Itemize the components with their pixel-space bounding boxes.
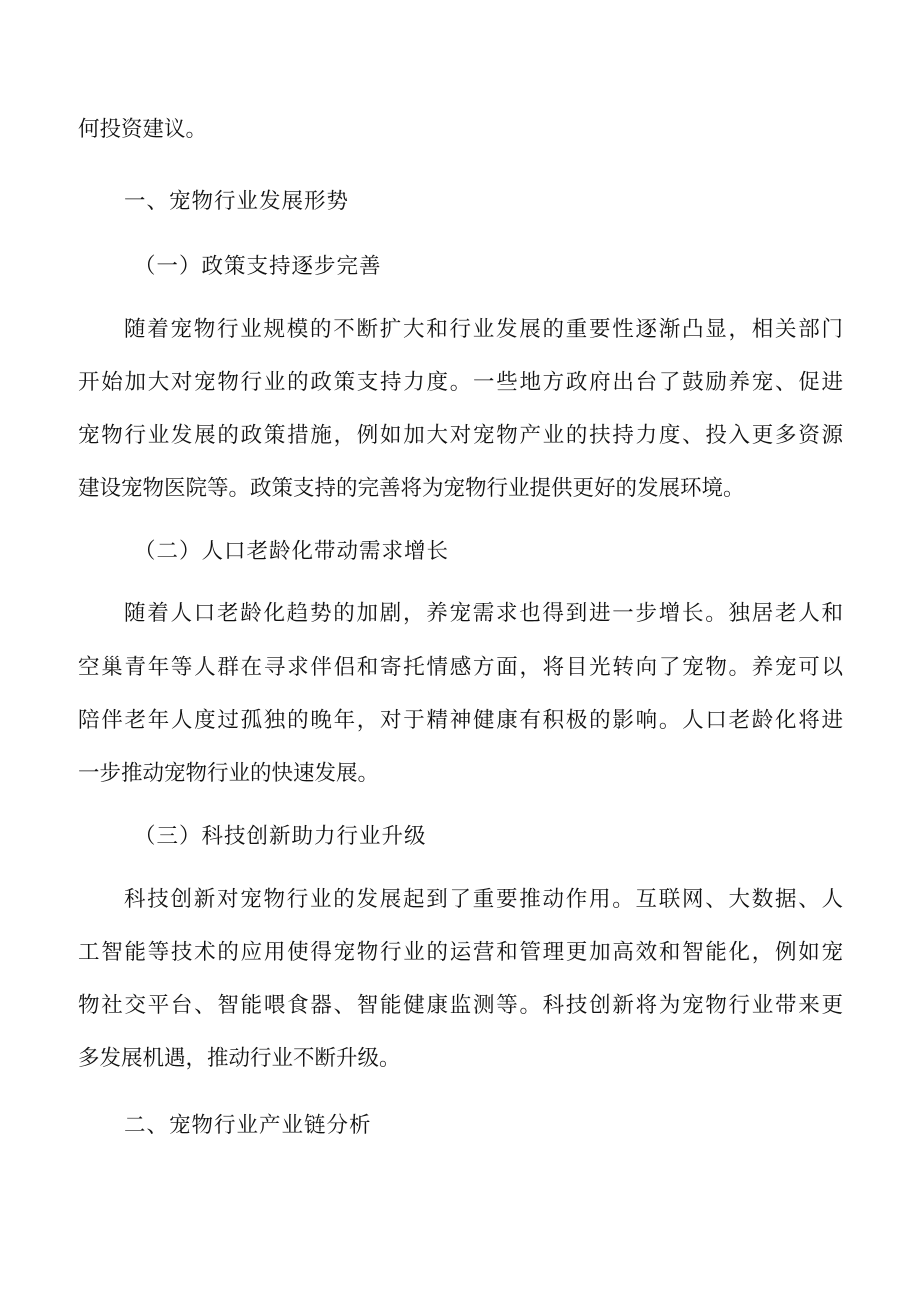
paragraph-2-line-4: 一步推动宠物行业的快速发展。 <box>78 761 380 786</box>
paragraph-2-line-1: 随着人口老龄化趋势的加剧，养宠需求也得到进一步增长。独居老人和 <box>124 601 843 626</box>
section-2-heading: 二、宠物行业产业链分析 <box>124 1113 372 1138</box>
paragraph-1-line-3: 宠物行业发展的政策措施，例如加大对宠物产业的扶持力度、投入更多资源 <box>78 423 843 448</box>
paragraph-3-line-4: 多发展机遇，推动行业不断升级。 <box>78 1046 401 1071</box>
subsection-2-heading: （二）人口老龄化带动需求增长 <box>134 539 450 564</box>
subsection-1-heading: （一）政策支持逐步完善 <box>134 254 382 279</box>
paragraph-1-line-4: 建设宠物医院等。政策支持的完善将为宠物行业提供更好的发展环境。 <box>78 476 745 501</box>
paragraph-2-line-2: 空巢青年等人群在寻求伴侣和寄托情感方面，将目光转向了宠物。养宠可以 <box>78 655 843 680</box>
intro-tail-line: 何投资建议。 <box>78 117 208 142</box>
paragraph-3-line-1: 科技创新对宠物行业的发展起到了重要推动作用。互联网、大数据、人 <box>124 887 843 912</box>
paragraph-1-line-1: 随着宠物行业规模的不断扩大和行业发展的重要性逐渐凸显，相关部门 <box>124 317 843 342</box>
paragraph-1-line-2: 开始加大对宠物行业的政策支持力度。一些地方政府出台了鼓励养宠、促进 <box>78 370 843 395</box>
paragraph-3-line-3: 物社交平台、智能喂食器、智能健康监测等。科技创新将为宠物行业带来更 <box>78 993 843 1018</box>
paragraph-2-line-3: 陪伴老年人度过孤独的晚年，对于精神健康有积极的影响。人口老龄化将进 <box>78 708 843 733</box>
subsection-3-heading: （三）科技创新助力行业升级 <box>134 824 427 849</box>
section-1-heading: 一、宠物行业发展形势 <box>124 189 350 214</box>
paragraph-3-line-2: 工智能等技术的应用使得宠物行业的运营和管理更加高效和智能化，例如宠 <box>78 940 843 965</box>
